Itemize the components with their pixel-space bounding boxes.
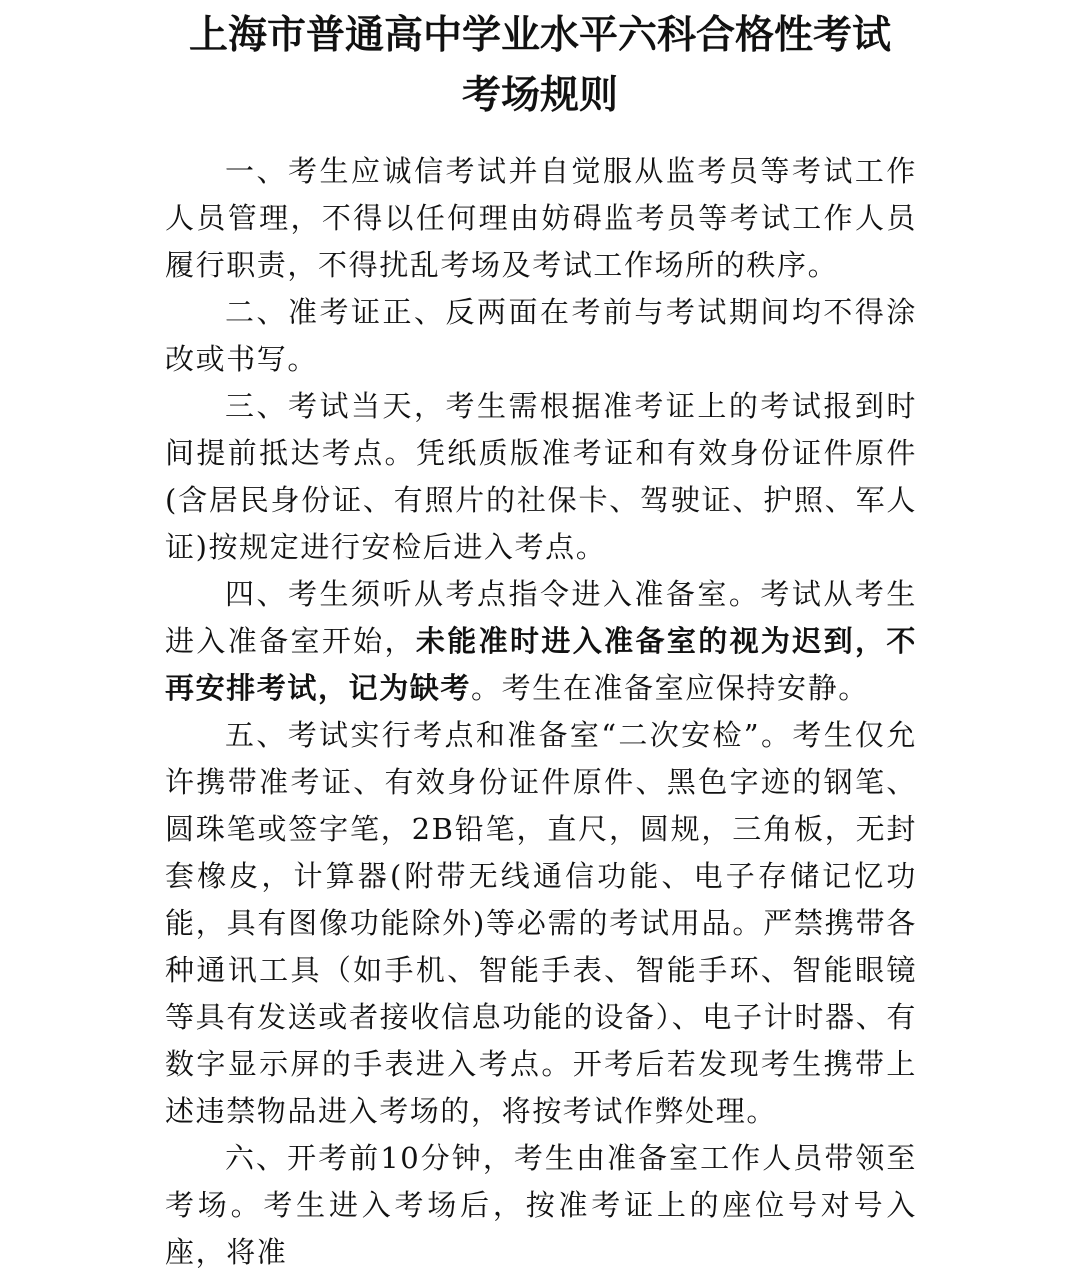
rule-paragraph-6: 六、开考前10分钟，考生由准备室工作人员带领至考场。考生进入考场后，按准考证上的座位号对号入座，将准 bbox=[165, 1141, 917, 1269]
rule-4-bold-warning: 未能准时进入准备室的视为迟到，不再安排考试，记为缺考 bbox=[165, 624, 917, 705]
rule-paragraph-2: 二、准考证正、反两面在考前与考试期间均不得涂改或书写。 bbox=[165, 295, 917, 376]
rule-paragraph-5: 五、考试实行考点和准备室“二次安检”。考生仅允许携带准考证、有效身份证件原件、黑色字迹的钢笔、圆珠笔或签字笔，2B铅笔，直尺，圆规，三角板，无封套橡皮，计算器(附带无线通信功能、电子存储记忆功能，具有图像功能除外)等必需的考试用品。严禁携带各种通讯工具（如手机、智能手表、智能手环、智能眼镜等具有发送或者接收信息功能的设备）、电子计时器、有数字显示屏的手表进入考点。开考后若发现考生携带上述违禁物品进入考场的，将按考试作弊处理。 bbox=[165, 718, 917, 1128]
rule-paragraph-3: 三、考试当天，考生需根据准考证上的考试报到时间提前抵达考点。凭纸质版准考证和有效身份证件原件(含居民身份证、有照片的社保卡、驾驶证、护照、军人证)按规定进行安检后进入考点。 bbox=[165, 389, 917, 564]
document-title: 上海市普通高中学业水平六科合格性考试 bbox=[188, 13, 891, 58]
rule-paragraph-1: 一、考生应诚信考试并自觉服从监考员等考试工作人员管理，不得以任何理由妨碍监考员等考试工作人员履行职责，不得扰乱考场及考试工作场所的秩序。 bbox=[165, 154, 917, 282]
rule-4-text-start: 四、考生须听从考点指令进入准备室。考试从考生进入准备室开始， bbox=[165, 577, 917, 658]
rule-4-text-end: 。考生在准备室应保持安静。 bbox=[471, 671, 869, 705]
rules-body bbox=[165, 148, 917, 1276]
rule-paragraph-4 bbox=[165, 571, 917, 712]
document-subtitle: 考场规则 bbox=[461, 73, 618, 118]
